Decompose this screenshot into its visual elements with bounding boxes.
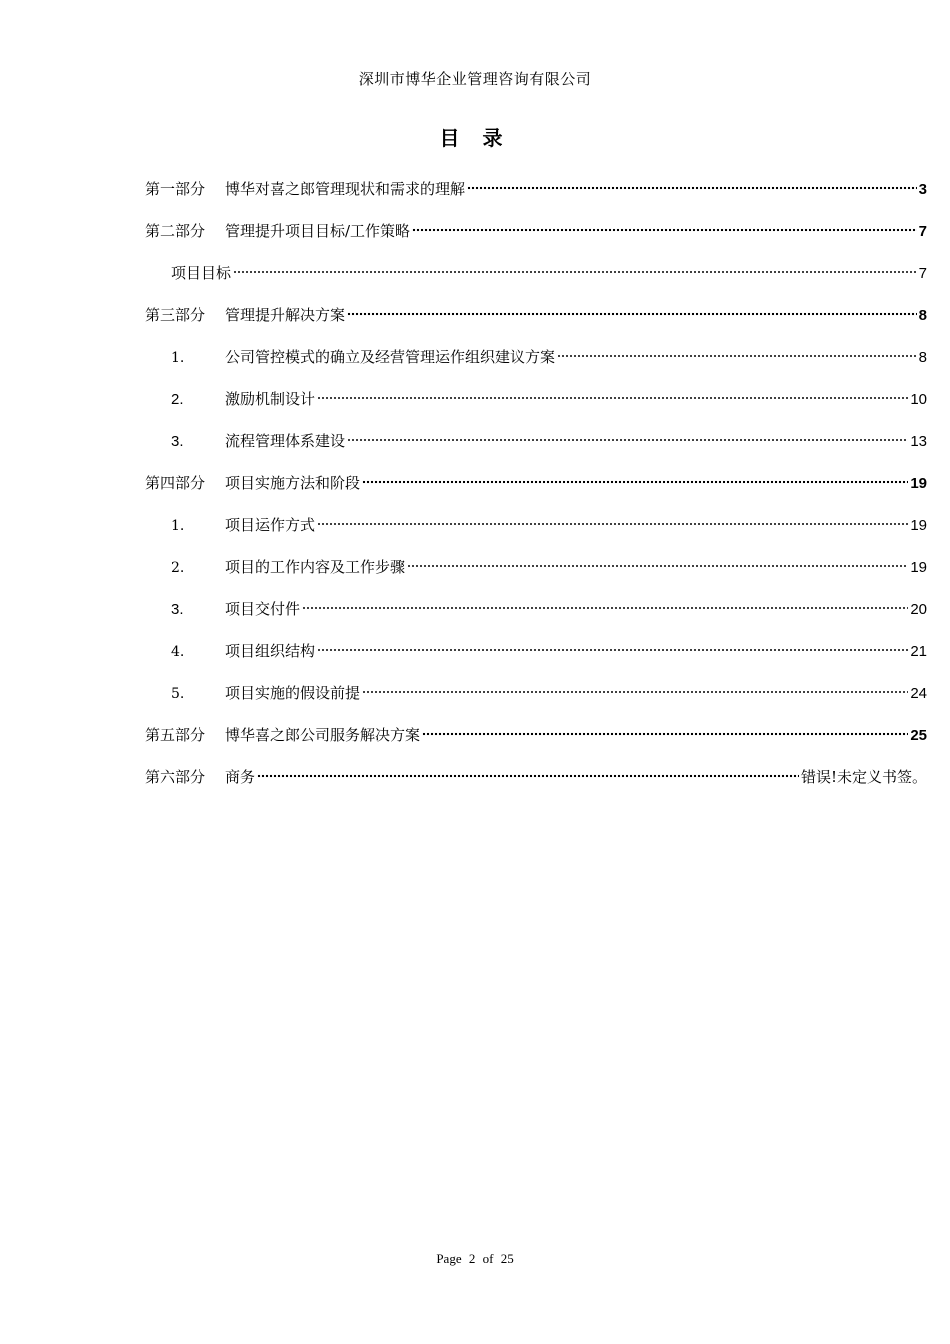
toc-item-number: 1.: [171, 350, 185, 366]
toc-dot-leader: [467, 186, 917, 190]
toc-page-number: 8: [918, 307, 927, 324]
toc-page-number: 8: [918, 349, 927, 366]
toc-entry-label: 项目组织结构: [225, 642, 316, 660]
toc-entry-label: 激励机制设计: [225, 390, 316, 408]
toc-item-number: 2.: [171, 391, 184, 408]
toc-page-number: 19: [910, 475, 927, 492]
toc-entry-part-1[interactable]: [145, 178, 927, 220]
toc-page-number: 错误!未定义书签。: [800, 768, 927, 786]
footer-of-label: of: [482, 1251, 494, 1266]
toc-item-number: 1.: [171, 518, 185, 534]
toc-page-number: 19: [910, 517, 927, 534]
toc-dot-leader: [407, 564, 908, 568]
toc-dot-leader: [422, 732, 908, 736]
toc-entry-label: 项目实施的假设前提: [225, 684, 361, 702]
toc-item-number: 3.: [171, 433, 184, 450]
toc-dot-leader: [347, 312, 917, 316]
toc-item-number: 2.: [171, 560, 185, 576]
toc-entry-label: 管理提升项目目标/工作策略: [225, 222, 411, 240]
toc-page-number: 7: [918, 223, 927, 240]
footer-page-number: 2: [468, 1251, 476, 1266]
toc-entry-label: 博华喜之郎公司服务解决方案: [225, 726, 421, 744]
toc-dot-leader: [362, 690, 908, 694]
toc-page-number: 3: [918, 181, 927, 198]
toc-part-label: 第六部分: [145, 768, 206, 786]
toc-page-number: 13: [910, 433, 927, 450]
toc-page-number: 10: [910, 391, 927, 408]
toc-entry-4-5[interactable]: [145, 682, 927, 724]
document-header: 深圳市博华企业管理咨询有限公司: [358, 70, 592, 88]
toc-entry-3-1[interactable]: [145, 346, 927, 388]
toc-entry-label: 项目的工作内容及工作步骤: [225, 558, 406, 576]
toc-page-number: 25: [910, 727, 927, 744]
toc-item-number: 5.: [171, 686, 185, 702]
toc-entry-part-5[interactable]: [145, 724, 927, 766]
toc-part-label: 第一部分: [145, 180, 206, 198]
toc-dot-leader: [233, 270, 917, 274]
toc-entry-label: 项目运作方式: [225, 516, 316, 534]
toc-entry-label: 管理提升解决方案: [225, 306, 346, 324]
toc-dot-leader: [257, 774, 799, 778]
footer-page-total: 25: [500, 1251, 514, 1266]
toc-entry-4-1[interactable]: [145, 514, 927, 556]
toc-part-label: 第三部分: [145, 306, 206, 324]
toc-entry-part-4[interactable]: [145, 472, 927, 514]
toc-entry-part-6[interactable]: [145, 766, 927, 808]
toc-dot-leader: [302, 606, 908, 610]
toc-dot-leader: [317, 396, 908, 400]
toc-page-number: 20: [910, 601, 927, 618]
toc-part-label: 第五部分: [145, 726, 206, 744]
toc-part-label: 第二部分: [145, 222, 206, 240]
toc-entry-4-3[interactable]: [145, 598, 927, 640]
toc-entry-4-2[interactable]: [145, 556, 927, 598]
toc-dot-leader: [317, 648, 908, 652]
toc-entry-4-4[interactable]: [145, 640, 927, 682]
toc-page-number: 21: [910, 643, 927, 660]
toc-entry-part-3[interactable]: [145, 304, 927, 346]
toc-page-number: 19: [910, 559, 927, 576]
toc-entry-label: 公司管控模式的确立及经营管理运作组织建议方案: [225, 348, 556, 366]
toc-part-label: 第四部分: [145, 474, 206, 492]
toc-dot-leader: [557, 354, 917, 358]
toc-entry-label: 项目目标: [171, 264, 232, 282]
toc-entry-3-2[interactable]: [145, 388, 927, 430]
footer-page-label: Page: [436, 1251, 462, 1266]
toc-entry-label: 项目实施方法和阶段: [225, 474, 361, 492]
toc-entry-label: 项目交付件: [225, 600, 301, 618]
toc-entry-label: 博华对喜之郎管理现状和需求的理解: [225, 180, 466, 198]
toc-dot-leader: [347, 438, 908, 442]
toc-entry-label: 流程管理体系建设: [225, 432, 346, 450]
toc-item-number: 3.: [171, 601, 184, 618]
toc-entry-part-2[interactable]: [145, 220, 927, 262]
table-of-contents: [145, 178, 927, 808]
toc-page-number: 7: [918, 265, 927, 282]
page-footer: [0, 1251, 950, 1267]
toc-title: 目 录: [439, 126, 511, 150]
toc-entry-project-goals[interactable]: [145, 262, 927, 304]
toc-entry-3-3[interactable]: [145, 430, 927, 472]
toc-dot-leader: [362, 480, 908, 484]
toc-dot-leader: [412, 228, 917, 232]
toc-item-number: 4.: [171, 644, 185, 660]
toc-page-number: 24: [910, 685, 927, 702]
toc-dot-leader: [317, 522, 908, 526]
toc-entry-label: 商务: [225, 768, 256, 786]
